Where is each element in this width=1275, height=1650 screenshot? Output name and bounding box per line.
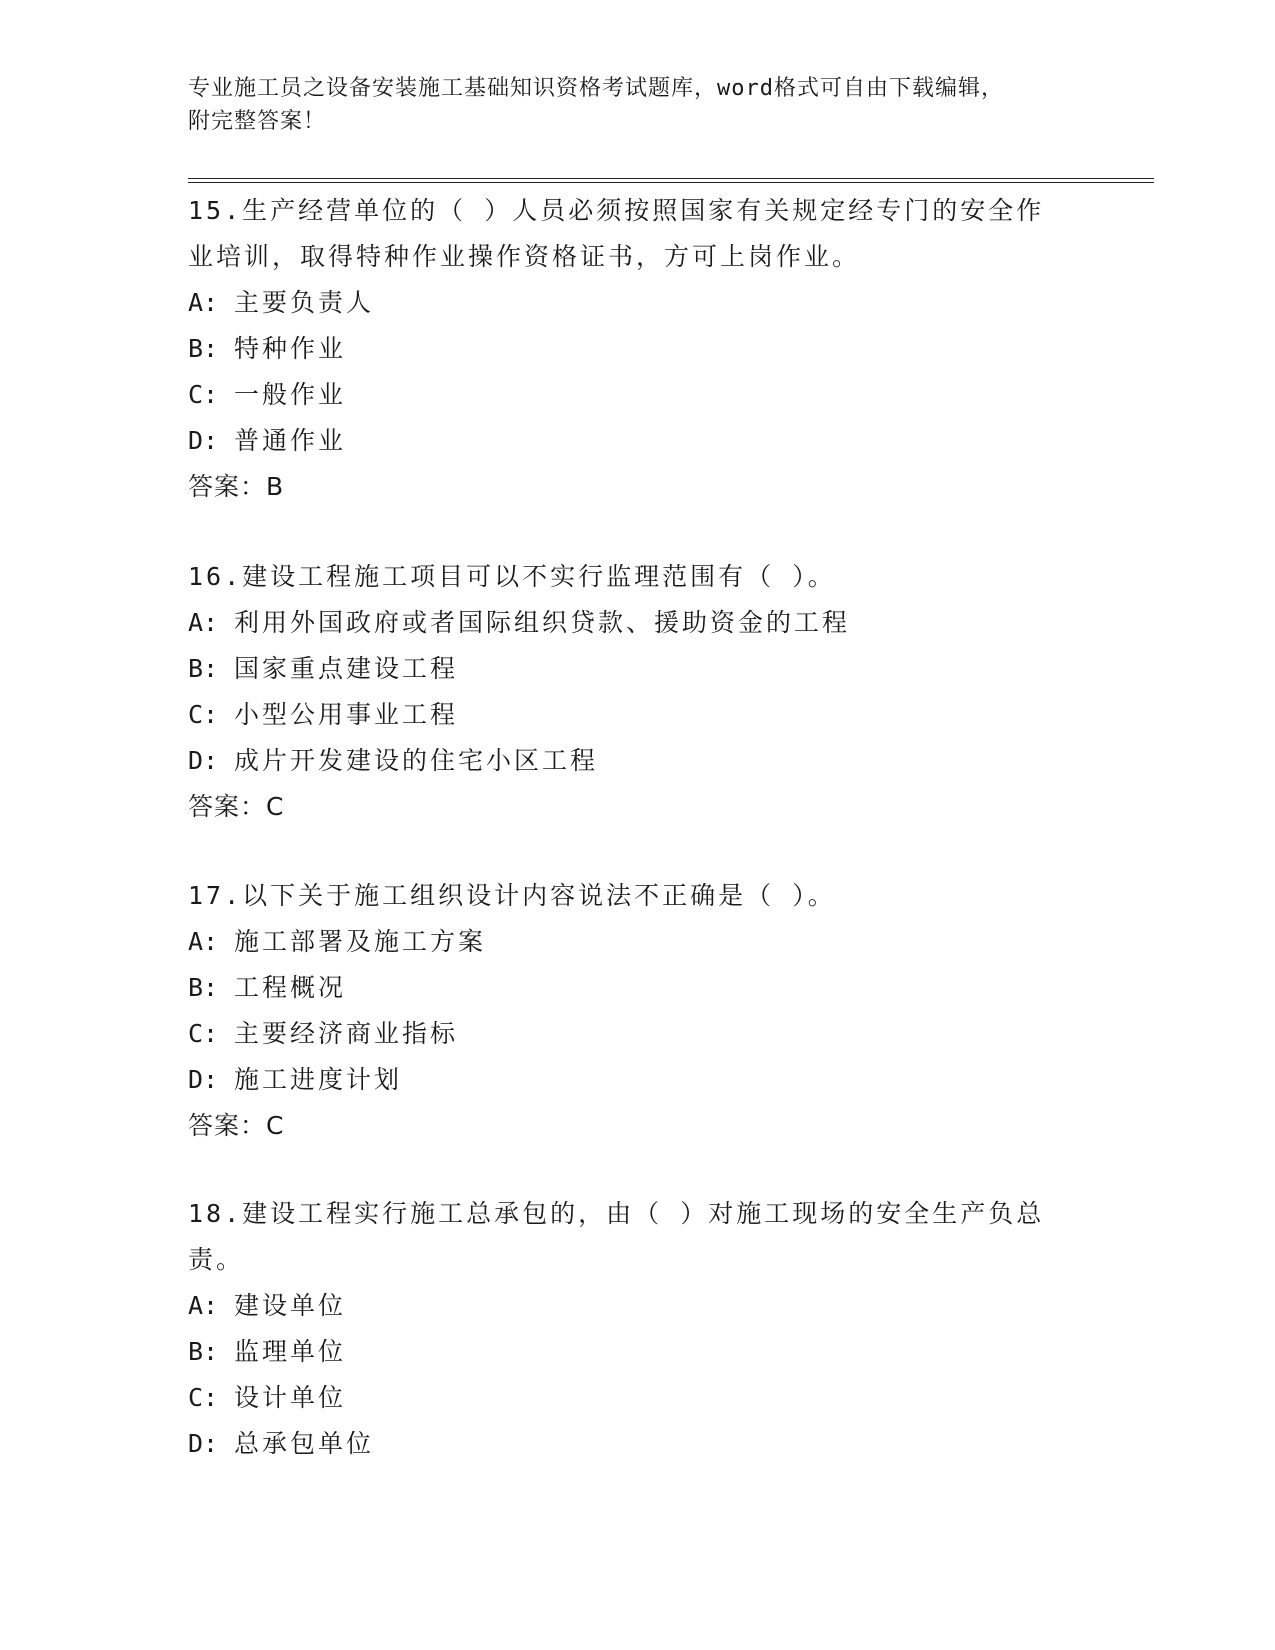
question-body: 建设工程施工项目可以不实行监理范围有（ ）。 <box>242 562 836 591</box>
question-text <box>188 873 1068 919</box>
option-b <box>188 1329 1068 1375</box>
option-text: 施工进度计划 <box>234 1065 403 1094</box>
question-text <box>188 1191 1068 1283</box>
option-text: 利用外国政府或者国际组织贷款、援助资金的工程 <box>234 608 851 637</box>
option-d <box>188 738 1068 784</box>
option-letter: B: <box>188 973 219 1002</box>
option-text: 特种作业 <box>234 334 347 363</box>
question-number: 15. <box>188 196 243 225</box>
question-text <box>188 188 1068 280</box>
option-a <box>188 280 1068 326</box>
option-letter: D: <box>188 426 219 455</box>
question-17 <box>188 873 1068 1149</box>
option-text: 总承包单位 <box>234 1429 375 1458</box>
option-letter: C: <box>188 1383 219 1412</box>
question-body: 建设工程实行施工总承包的，由（ ）对施工现场的安全生产负总责。 <box>188 1199 1045 1274</box>
option-c <box>188 692 1068 738</box>
option-text: 主要经济商业指标 <box>234 1019 459 1048</box>
option-letter: D: <box>188 1065 219 1094</box>
option-letter: A: <box>188 927 219 956</box>
header-divider-bottom <box>188 182 1154 183</box>
option-b <box>188 326 1068 372</box>
document-header <box>188 72 1068 138</box>
option-text: 工程概况 <box>234 973 347 1002</box>
option-text: 一般作业 <box>234 380 347 409</box>
answer-line: 答案：C <box>188 1111 285 1140</box>
option-text: 设计单位 <box>234 1383 347 1412</box>
question-16 <box>188 554 1068 830</box>
question-15 <box>188 188 1068 510</box>
option-text: 主要负责人 <box>234 288 375 317</box>
option-letter: B: <box>188 654 219 683</box>
answer-line: 答案：C <box>188 792 285 821</box>
question-number: 18. <box>188 1199 243 1228</box>
option-letter: A: <box>188 1291 219 1320</box>
option-letter: D: <box>188 746 219 775</box>
option-letter: C: <box>188 700 219 729</box>
question-18 <box>188 1191 1068 1467</box>
option-letter: B: <box>188 334 219 363</box>
question-body: 以下关于施工组织设计内容说法不正确是（ ）。 <box>242 881 836 910</box>
option-c <box>188 372 1068 418</box>
option-c <box>188 1375 1068 1421</box>
option-letter: B: <box>188 1337 219 1366</box>
question-text <box>188 554 1068 600</box>
header-line-1: 专业施工员之设备安装施工基础知识资格考试题库，word格式可自由下载编辑， <box>188 76 1004 101</box>
option-letter: C: <box>188 380 219 409</box>
option-letter: A: <box>188 288 219 317</box>
option-text: 施工部署及施工方案 <box>234 927 487 956</box>
option-a <box>188 1283 1068 1329</box>
option-letter: A: <box>188 608 219 637</box>
option-b <box>188 646 1068 692</box>
header-divider-top <box>188 178 1154 179</box>
option-text: 监理单位 <box>234 1337 347 1366</box>
option-text: 国家重点建设工程 <box>234 654 459 683</box>
option-b <box>188 965 1068 1011</box>
option-text: 建设单位 <box>234 1291 347 1320</box>
option-text: 普通作业 <box>234 426 347 455</box>
question-number: 17. <box>188 881 243 910</box>
option-d <box>188 1421 1068 1467</box>
option-text: 成片开发建设的住宅小区工程 <box>234 746 599 775</box>
option-letter: D: <box>188 1429 219 1458</box>
option-a <box>188 919 1068 965</box>
option-d <box>188 1057 1068 1103</box>
option-a <box>188 600 1068 646</box>
answer-line: 答案：B <box>188 472 285 501</box>
option-c <box>188 1011 1068 1057</box>
option-letter: C: <box>188 1019 219 1048</box>
header-line-2: 附完整答案！ <box>188 109 327 134</box>
question-body: 生产经营单位的（ ）人员必须按照国家有关规定经专门的安全作业培训，取得特种作业操作资格证书，方可上岗作业。 <box>188 196 1045 271</box>
option-text: 小型公用事业工程 <box>234 700 459 729</box>
option-d <box>188 418 1068 464</box>
question-number: 16. <box>188 562 243 591</box>
